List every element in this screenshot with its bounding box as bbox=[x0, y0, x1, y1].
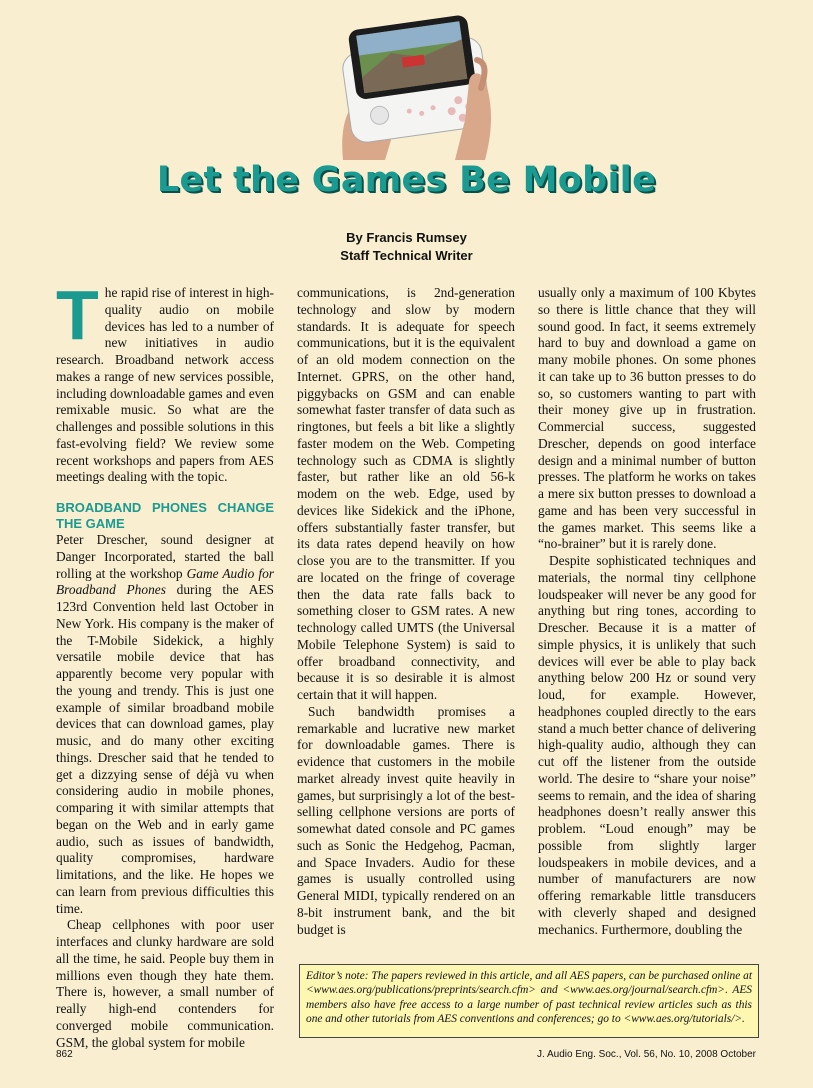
body-paragraph: Peter Drescher, sound designer at Danger Incorporated, started the ball rolling at the workshop Game Audio for Broadband Phones during the AES 123rd Convention held last October in New York. His company is the maker of the T-Mobile Sidekick, a highly versatile mobile device that has apparently become very popular with the young and trendy. This is just one example of similar broadband mobile devices that can download games, play music, and do many other exciting things. Drescher said that he tended to get a dizzying sense of déjà vu when considering audio in mobile phones, comparing it with similar attempts that began on the Web and in early game audio, such as issues of bandwidth, quality compromises, hardware limitations, and the like. He hopes we can learn from previous difficulties this time. bbox=[56, 532, 275, 916]
column-3 bbox=[538, 285, 756, 938]
body-paragraph: Despite sophisticated techniques and materials, the normal tiny cellphone loudspeaker will never be any good for anything but ring tones, according to Drescher. Because it is a matter of simple physics, it is unlikely that such devices will ever be able to play back anything below 200 Hz or sound very loud, for example. However, headphones coupled directly to the ears stand a much better chance of delivering high-quality audio, although they can cut off the listener from the outside world. The desire to “share your noise” seems to remain, and the idea of sharing headphones doesn’t really answer this problem. “Loud enough” may be possible from slightly larger loudspeakers in mobile devices, and a number of manufacturers are now offering remarkable little transducers with cleverly shaped and designed mechanics. Furthermore, doubling the bbox=[538, 553, 756, 937]
byline bbox=[0, 229, 813, 265]
hands-holding-mobile-device-photo bbox=[335, 10, 495, 160]
section-heading: BROADBAND PHONES CHANGE THE GAME bbox=[56, 500, 274, 531]
journal-citation: J. Audio Eng. Soc., Vol. 56, No. 10, 2008 October bbox=[536, 1049, 756, 1060]
intro-paragraph: The rapid rise of interest in high-quality audio on mobile devices has led to a number of new initiatives in audio research. Broadband network access makes a range of new services possible, including downloadable games and even remixable music. So what are the challenges and possible solutions in this fast-evolving field? We review some recent workshops and papers from AES meetings dealing with the topic. bbox=[56, 276, 274, 485]
author-name: By Francis Rumsey bbox=[346, 230, 467, 245]
body-paragraph: communications, is 2nd-generation technology and slow by modern standards. It is adequate for speech communications, but it is the equivalent of an old modem connection on the Internet. GPRS, on the other hand, piggybacks on GSM and can enable somewhat faster transfer of data such as ringtones, but feels a bit like a slightly faster modem on the Web. Competing technology such as CDMA is slightly faster, but rather like an old 56-k modem on the web. Edge, used by devices like Sidekick and the iPhone, offers substantially faster transfer, but its data rates depend heavily on how close you are to the transmitter. If you are located on the fringe of coverage then the data rate falls back to something closer to GSM rates. A new technology called UMTS (the Universal Mobile Telephone System) is said to offer broadband connectivity, and because it is so desirable it is almost certain that it will happen. bbox=[297, 285, 515, 702]
editors-note-box: Editor’s note: The papers reviewed in this article, and all AES papers, can be purchased online at <www.aes.org/publications/preprints/search.cfm> and <www.aes.org/journal/search.cfm>. AES members also have free access to a large number of past technical review articles such as this one and other tutorials from AES conventions and conferences; go to <www.aes.org/tutorials/>. bbox=[299, 964, 759, 1038]
column-1 bbox=[56, 276, 275, 1051]
body-paragraph: Such bandwidth promises a remarkable and lucrative new market for downloadable games. There is evidence that customers in the mobile market already invest quite heavily in games, but surprisingly a lot of the best-selling cellphone versions are ports of somewhat dated console and PC games such as Sonic the Hedgehog, Pacman, and Space Invaders. Audio for these games is usually controlled using General MIDI, typically rendered on an 8-bit instrument bank, and the bit budget is bbox=[297, 703, 515, 937]
workshop-title: Game Audio for Broadband Phones bbox=[56, 565, 275, 598]
author-role: Staff Technical Writer bbox=[340, 248, 473, 263]
drop-cap: T bbox=[56, 276, 99, 354]
page-number: 862 bbox=[56, 1049, 73, 1060]
article-title: Let the Games Be Mobile bbox=[156, 160, 657, 200]
column-2 bbox=[297, 285, 515, 938]
body-paragraph: usually only a maximum of 100 Kbytes so there is little chance that they will sound good. In fact, it seems extremely hard to buy and download a game on many mobile phones. On some phones it can take up to 36 button presses to do so, so customers wanting to part with their money give up in frustration. Commercial success, suggested Drescher, depends on good interface design and a minimal number of button presses. The platform he works on takes a mere six button presses to download a game and has been very successful in the games market. This seems like a “no-brainer” but it is rarely done. bbox=[538, 285, 756, 552]
body-paragraph: Cheap cellphones with poor user interfaces and clunky hardware are sold all the time, he said. People buy them in millions even though they hate them. There is, however, a small number of really high-end contenders for converged mobile communication. GSM, the global system for mobile bbox=[56, 917, 274, 1050]
